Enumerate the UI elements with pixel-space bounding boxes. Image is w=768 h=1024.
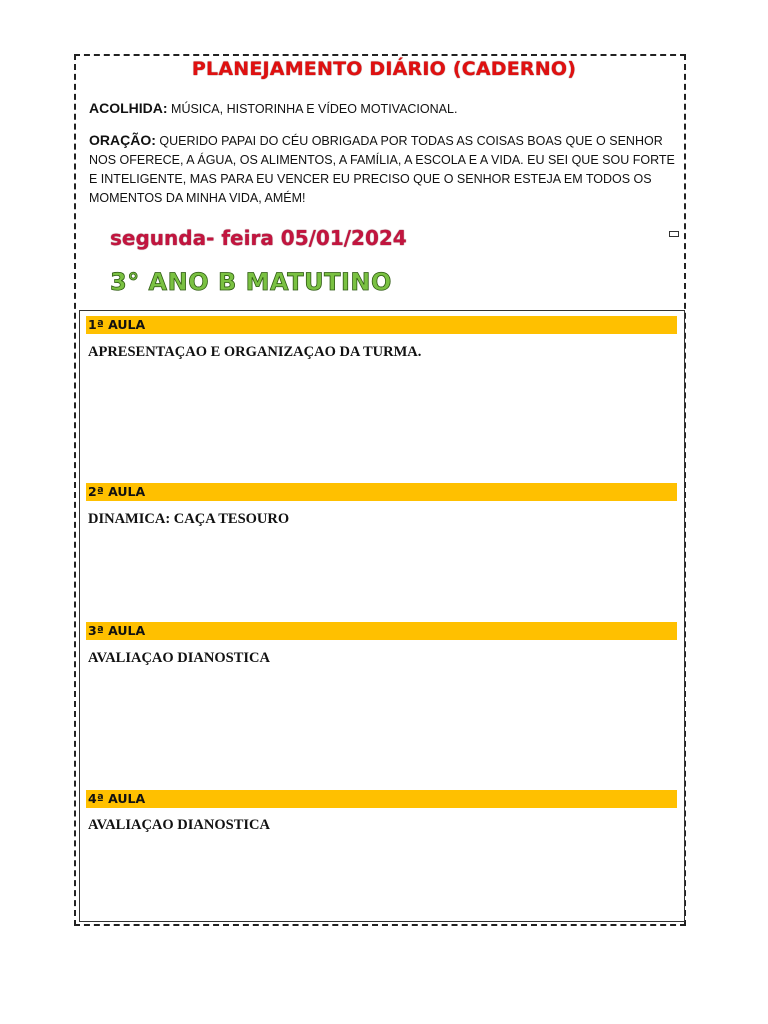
page-title: PLANEJAMENTO DIÁRIO (CADERNO) <box>191 58 577 80</box>
aula-3-header: 3ª AULA <box>86 622 677 640</box>
aula-2-content: DINAMICA: CAÇA TESOURO <box>88 511 290 527</box>
acolhida-text: MÚSICA, HISTORINHA E VÍDEO MOTIVACIONAL. <box>171 102 458 116</box>
acolhida-label: ACOLHIDA: <box>89 100 168 116</box>
acolhida-paragraph <box>89 99 679 119</box>
class-name: 3° ANO B MATUTINO <box>110 268 392 296</box>
oracao-text: QUERIDO PAPAI DO CÉU OBRIGADA POR TODAS AS COISAS BOAS QUE O SENHOR NOS OFERECE, A ÁGUA, OS ALIMENTOS, A FAMÍLIA, A ESCOLA E A VIDA. EU SEI QUE SOU FORTE E INTELIGENTE, MAS PARA EU VENCER EU PRECISO QUE O SENHOR ESTEJA EM TODOS OS MOMENTOS DA MINHA VIDA, AMÉM! <box>89 134 675 205</box>
oracao-label: ORAÇÃO: <box>89 132 156 148</box>
aula-4-content: AVALIAÇAO DIANOSTICA <box>88 817 270 833</box>
anchor-marker <box>669 231 679 237</box>
aula-1-header: 1ª AULA <box>86 316 677 334</box>
aula-1-content: APRESENTAÇAO E ORGANIZAÇAO DA TURMA. <box>88 344 422 360</box>
aula-4-header: 4ª AULA <box>86 790 677 808</box>
oracao-paragraph <box>89 131 679 208</box>
lesson-date: segunda- feira 05/01/2024 <box>110 226 407 250</box>
aula-2-header: 2ª AULA <box>86 483 677 501</box>
aula-3-content: AVALIAÇAO DIANOSTICA <box>88 650 270 666</box>
